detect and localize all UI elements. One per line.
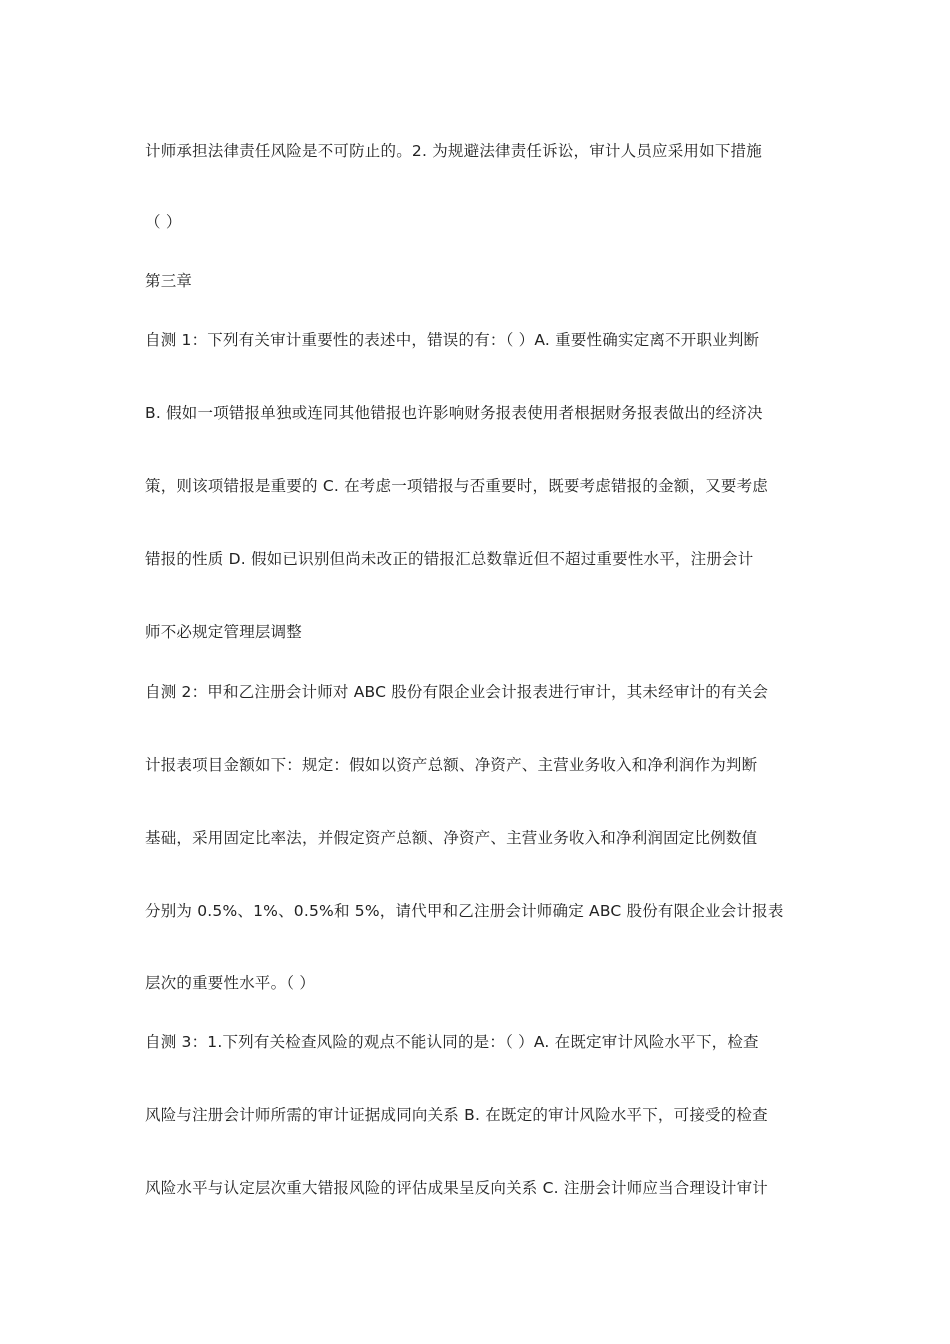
text-line: 策，则该项错报是重要的 C. 在考虑一项错报与否重要时，既要考虑错报的金额，又要考虑	[145, 477, 769, 495]
text-line: （ ）	[145, 213, 182, 231]
text-line: 风险与注册会计师所需的审计证据成同向关系 B. 在既定的审计风险水平下，可接受的检查	[145, 1106, 768, 1124]
text-line: 计报表项目金额如下：规定：假如以资产总额、净资产、主营业务收入和净利润作为判断	[145, 756, 758, 774]
text-line: 自测 1：下列有关审计重要性的表述中，错误的有：（ ）A. 重要性确实定离不开职业判断	[145, 331, 760, 349]
text-line: 基础，采用固定比率法，并假定资产总额、净资产、主营业务收入和净利润固定比例数值	[145, 829, 758, 847]
text-line: B. 假如一项错报单独或连同其他错报也许影响财务报表使用者根据财务报表做出的经济决	[145, 404, 763, 422]
text-line: 分别为 0.5%、1%、0.5%和 5%，请代甲和乙注册会计师确定 ABC 股份有限企业会计报表	[145, 902, 784, 920]
text-line: 计师承担法律责任风险是不可防止的。2. 为规避法律责任诉讼，审计人员应采用如下措施	[145, 142, 762, 160]
chapter-heading: 第三章	[145, 272, 193, 290]
text-line: 风险水平与认定层次重大错报风险的评估成果呈反向关系 C. 注册会计师应当合理设计审计	[145, 1179, 769, 1197]
text-line: 自测 3：1.下列有关检查风险的观点不能认同的是：（ ）A. 在既定审计风险水平下，检查	[145, 1033, 759, 1051]
text-line: 自测 2：甲和乙注册会计师对 ABC 股份有限企业会计报表进行审计，其未经审计的有关会	[145, 683, 769, 701]
text-line: 层次的重要性水平。（ ）	[145, 974, 316, 992]
text-line: 错报的性质 D. 假如已识别但尚未改正的错报汇总数靠近但不超过重要性水平，注册会计	[145, 550, 754, 568]
text-line: 师不必规定管理层调整	[145, 623, 303, 641]
